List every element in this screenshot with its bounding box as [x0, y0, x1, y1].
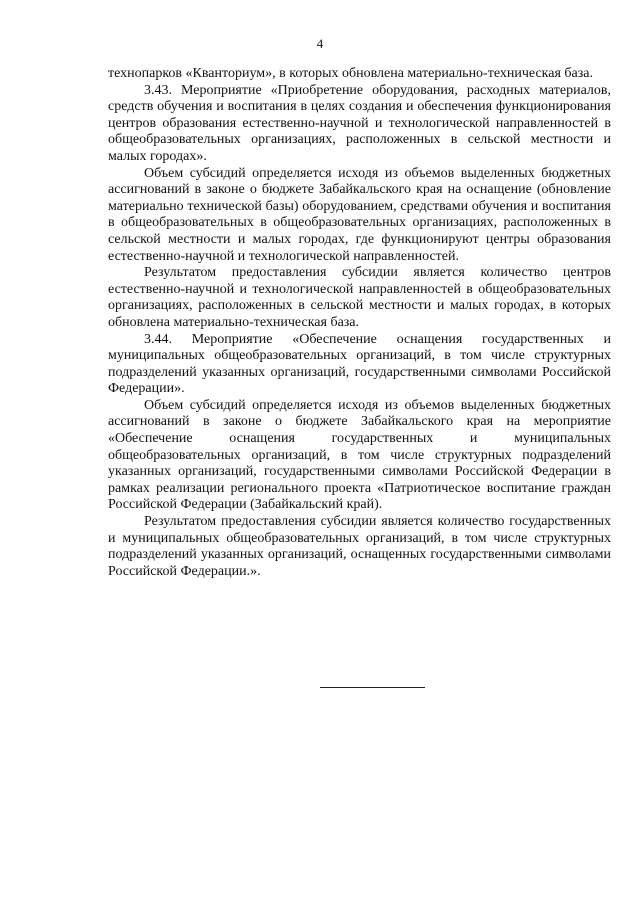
paragraph: Результатом предоставления субсидии является количество центров естественно-научной и технологической направленностей в общеобразовательных организациях, расположенных в сельской местности и малых городах, в которых обновлена материально-техническая база. — [108, 265, 611, 330]
paragraph-3-44: 3.44. Мероприятие «Обеспечение оснащения государственных и муниципальных общеобразовательных организаций, в том числе структурных подразделений указанных организаций, государственными символами Российской Федерации». — [108, 331, 611, 397]
paragraph-3-43: 3.43. Мероприятие «Приобретение оборудования, расходных материалов, средств обучения и воспитания в целях создания и обеспечения функционирования центров образования естественно-научной и технологической направленностей в общеобразовательных организациях, расположенных в сельской местности и малых городах». — [108, 82, 611, 164]
page-number: 4 — [316, 36, 324, 51]
end-separator-line — [320, 687, 425, 688]
document-body — [108, 66, 611, 580]
paragraph: Объем субсидий определяется исходя из объемов выделенных бюджетных ассигнований в законе о бюджете Забайкальского края на оснащение (обновление материально технической базы) оборудованием, средствами обучения и воспитания в общеобразовательных в общеобразовательных организациях, расположенных в сельской местности и малых городах, где функционируют центры образования естественно-научной и технологической направленностей. — [108, 165, 611, 264]
paragraph: технопарков «Кванториум», в которых обновлена материально-техническая база. — [108, 66, 593, 81]
paragraph: Объем субсидий определяется исходя из объемов выделенных бюджетных ассигнований в законе о бюджете Забайкальского края на мероприятие «Обеспечение оснащения государственных и муниципальных общеобразовательных организаций, в том числе структурных подразделений указанных организаций, государственными символами Российской Федерации в рамках реализации регионального проекта «Патриотическое воспитание граждан Российской Федерации (Забайкальский край). — [108, 397, 611, 513]
paragraph: Результатом предоставления субсидии является количество государственных и муниципальных общеобразовательных организаций, в том числе структурных подразделений указанных организаций, оснащенных государственными символами Российской Федерации.». — [108, 514, 611, 579]
